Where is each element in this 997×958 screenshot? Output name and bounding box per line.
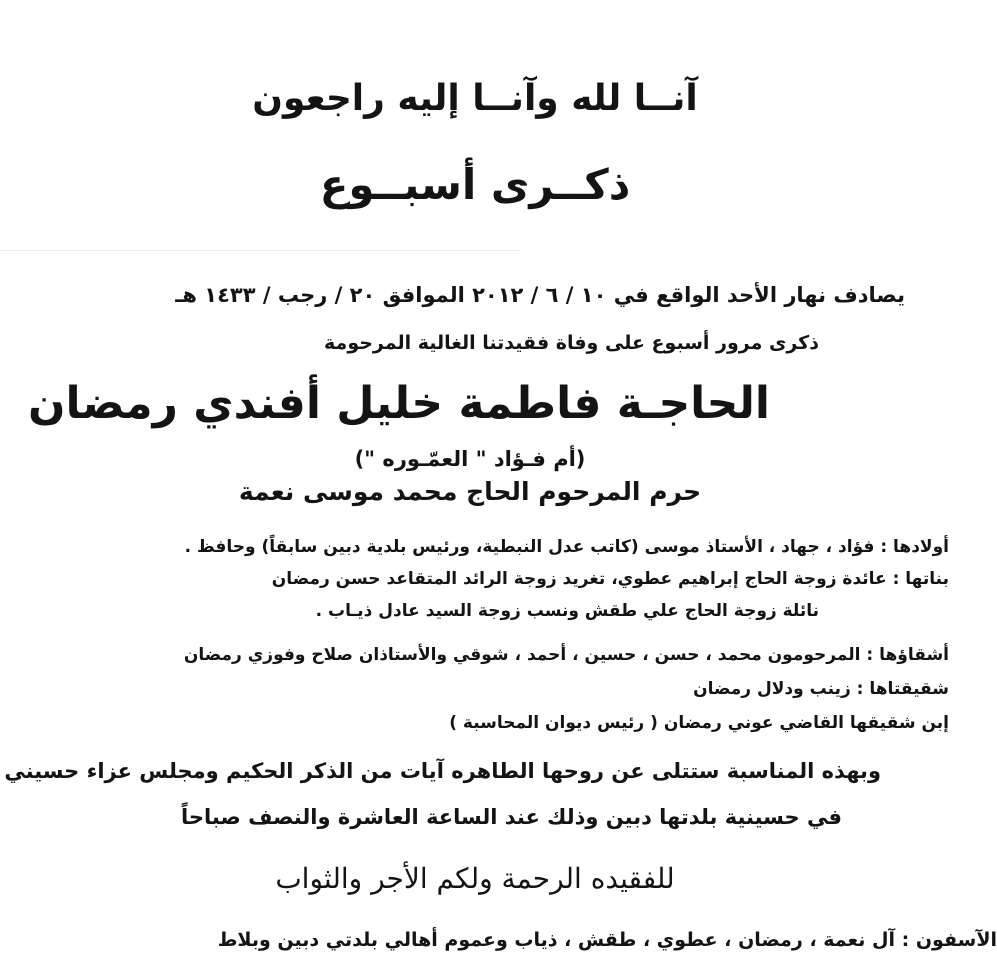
divider-line	[0, 250, 520, 251]
date-line: يصادف نهار الأحد الواقع في ١٠ / ٦ / ٢٠١٢ الموافق ٢٠ / رجب / ١٤٣٣ هـ	[175, 283, 905, 307]
deceased-nickname: (أم فـؤاد " العمّـوره ")	[354, 447, 586, 471]
family-brothers: أشقاؤها : المرحومون محمد ، حسن ، حسين ، أحمد ، شوقي والأستاذان صلاح وفوزي رمضان	[183, 645, 949, 665]
family-sons: أولادها : فؤاد ، جهاد ، الأستاذ موسى (كاتب عدل النبطية، ورئيس بلدية دبين سابقاً) وحافظ .	[184, 537, 949, 557]
mourners-line: الآسفون : آل نعمة ، رمضان ، عطوي ، طقش ، ذياب وعموم أهالي بلدتي دبين وبلاط	[217, 929, 997, 951]
memorial-title: ذكــرى أسبــوع	[319, 160, 631, 209]
occasion-line-1: وبهذه المناسبة ستتلى عن روحها الطاهره آيات من الذكر الحكيم ومجلس عزاء حسيني	[4, 759, 881, 783]
occasion-line-2: في حسينية بلدتها دبين وذلك عند الساعة العاشرة والنصف صباحاً	[181, 805, 842, 829]
family-nephew: إبن شقيقها القاضي عوني رمضان ( رئيس ديوان المحاسبة )	[449, 713, 949, 733]
husband-line: حرم المرحوم الحاج محمد موسى نعمة	[238, 477, 702, 506]
memorial-line: ذكرى مرور أسبوع على وفاة فقيدتنا الغالية المرحومة	[324, 332, 819, 354]
blessing-line: للفقيده الرحمة ولكم الأجر والثواب	[275, 862, 675, 895]
family-sisters: شقيقتاها : زينب ودلال رمضان	[693, 679, 949, 699]
family-daughters-continued: نائلة زوجة الحاج علي طقش ونسب زوجة السيد عادل ذيـاب .	[315, 601, 819, 621]
quran-verse-heading: آنــا لله وآنــا إليه راجعون	[252, 78, 698, 119]
family-daughters: بناتها : عائدة زوجة الحاج إبراهيم عطوي، تغريد زوجة الرائد المتقاعد حسن رمضان	[271, 569, 949, 589]
deceased-name: الحاجـة فاطمة خليل أفندي رمضان	[27, 378, 770, 429]
